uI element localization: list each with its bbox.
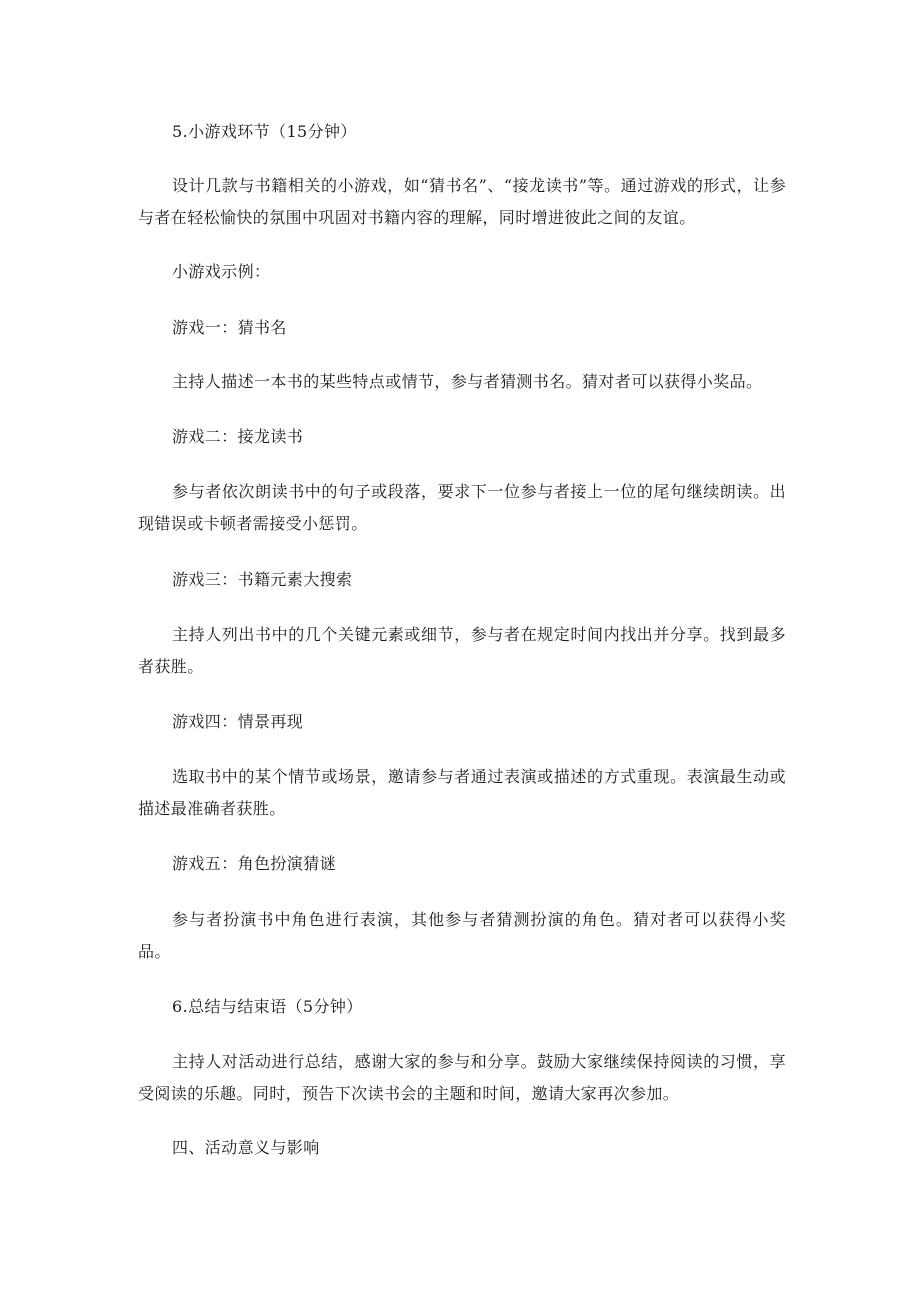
section-heading-games: 5.小游戏环节（15分钟） — [172, 122, 357, 141]
game-three-description: 主持人列出书中的几个关键元素或细节，参与者在规定时间内找出并分享。找到最多者获胜。 — [138, 625, 786, 676]
games-examples-heading: 小游戏示例： — [172, 262, 271, 281]
game-four-description: 选取书中的某个情节或场景，邀请参与者通过表演或描述的方式重现。表演最生动或描述最准确者获胜。 — [138, 767, 786, 818]
game-three-title: 游戏三：书籍元素大搜索 — [172, 570, 353, 589]
section-heading-significance: 四、活动意义与影响 — [172, 1138, 320, 1157]
game-four-title: 游戏四：情景再现 — [172, 712, 304, 731]
game-two-title: 游戏二：接龙读书 — [172, 427, 304, 446]
section-heading-summary: 6.总结与结束语（5分钟） — [172, 997, 363, 1016]
game-one-title: 游戏一：猜书名 — [172, 318, 287, 337]
paragraph-games-intro: 设计几款与书籍相关的小游戏，如“猜书名”、“接龙读书”等。通过游戏的形式，让参与者在轻松愉快的氛围中巩固对书籍内容的理解，同时增进彼此之间的友谊。 — [138, 176, 786, 227]
game-five-title: 游戏五：角色扮演猜谜 — [172, 854, 337, 873]
game-one-description: 主持人描述一本书的某些特点或情节，参与者猜测书名。猜对者可以获得小奖品。 — [172, 372, 763, 391]
paragraph-summary: 主持人对活动进行总结，感谢大家的参与和分享。鼓励大家继续保持阅读的习惯，享受阅读的乐趣。同时，预告下次读书会的主题和时间，邀请大家再次参加。 — [138, 1052, 786, 1103]
game-five-description: 参与者扮演书中角色进行表演，其他参与者猜测扮演的角色。猜对者可以获得小奖品。 — [138, 910, 786, 961]
game-two-description: 参与者依次朗读书中的句子或段落，要求下一位参与者接上一位的尾句继续朗读。出现错误或卡顿者需接受小惩罚。 — [138, 482, 786, 533]
